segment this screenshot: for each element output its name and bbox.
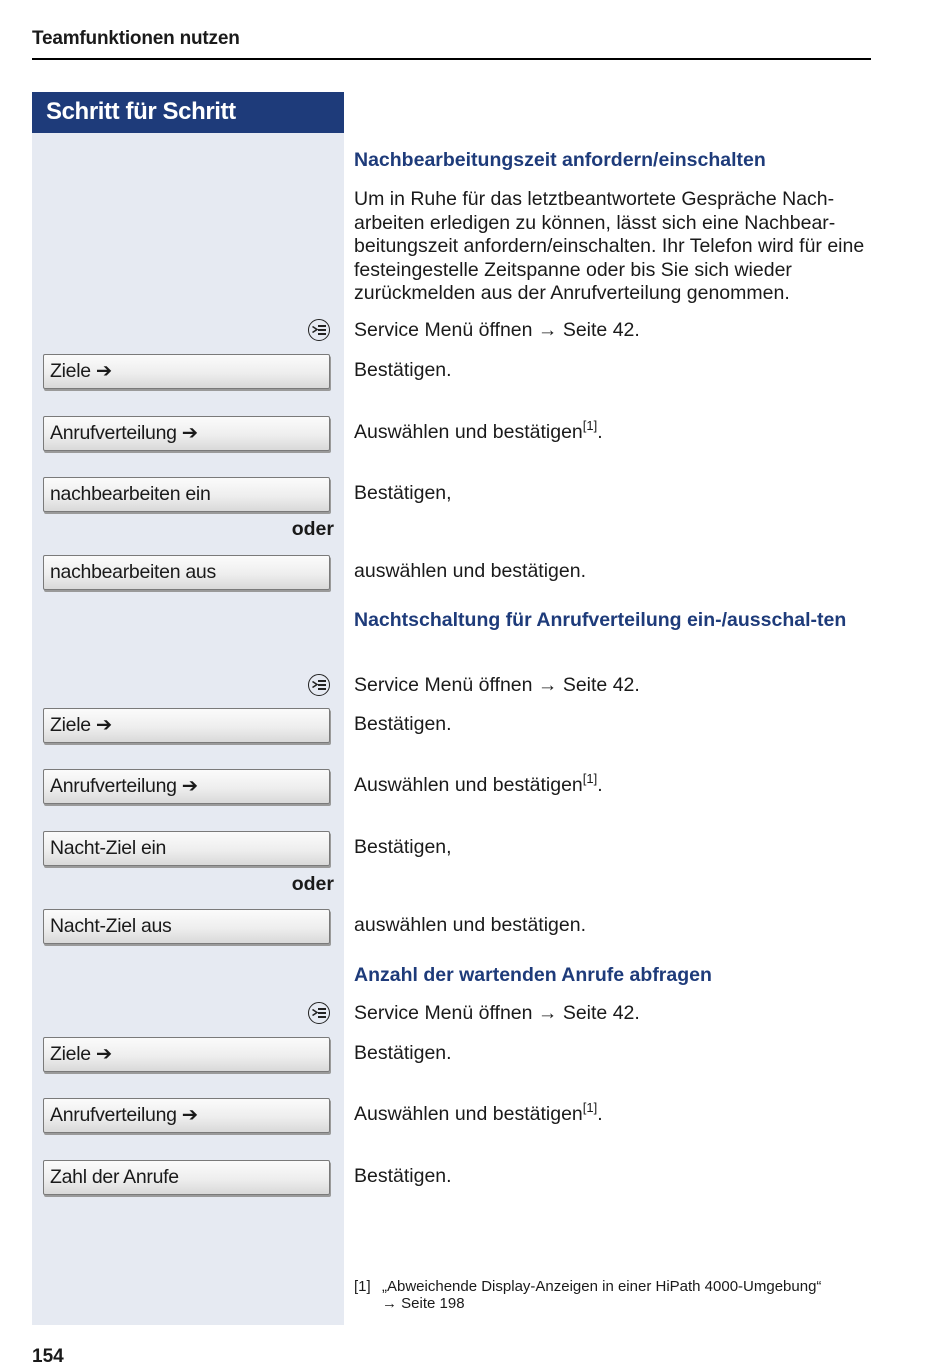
step-text bbox=[354, 773, 603, 797]
softkey-ziele-1[interactable]: Ziele ➔ bbox=[43, 354, 330, 389]
service-menu-icon bbox=[308, 1002, 330, 1024]
softkey-zahl-der-anrufe[interactable]: Zahl der Anrufe bbox=[43, 1160, 330, 1195]
step-text-part: Auswählen und bestätigen bbox=[354, 774, 583, 796]
softkey-nacht-ziel-aus[interactable]: Nacht-Ziel aus bbox=[43, 909, 330, 944]
header-rule bbox=[32, 58, 871, 60]
footnote-ref: [1] bbox=[582, 771, 598, 786]
softkey-anrufverteilung-2[interactable]: Anrufverteilung ➔ bbox=[43, 769, 330, 804]
section-heading-2: Nachtschaltung für Anrufverteilung ein-/ausschal-ten bbox=[354, 609, 847, 631]
footnote-ref: [1] bbox=[582, 1100, 598, 1115]
step-text-part: Auswählen und bestätigen bbox=[354, 1103, 583, 1125]
section-heading-3: Anzahl der wartenden Anrufe abfragen bbox=[354, 964, 712, 986]
service-menu-icon bbox=[308, 319, 330, 341]
oder-label: oder bbox=[291, 518, 334, 540]
step-text bbox=[354, 1102, 603, 1126]
header-title: Teamfunktionen nutzen bbox=[32, 28, 240, 49]
step-text: auswählen und bestätigen. bbox=[354, 914, 587, 936]
softkey-nachbearbeiten-aus[interactable]: nachbearbeiten aus bbox=[43, 555, 330, 590]
step-text: Bestätigen. bbox=[354, 713, 452, 735]
softkey-ziele-2[interactable]: Ziele ➔ bbox=[43, 708, 330, 743]
page-number: 154 bbox=[32, 1346, 64, 1367]
softkey-anrufverteilung-3[interactable]: Anrufverteilung ➔ bbox=[43, 1098, 330, 1133]
service-menu-text-1: Service Menü öffnen → Seite 42. bbox=[354, 319, 640, 341]
footnote-number: [1] bbox=[354, 1278, 371, 1295]
period: . bbox=[597, 1103, 603, 1125]
service-menu-icon bbox=[308, 674, 330, 696]
footnote-text: „Abweichende Display-Anzeigen in einer HiPath 4000-Umgebung“ bbox=[382, 1278, 822, 1295]
softkey-nacht-ziel-ein[interactable]: Nacht-Ziel ein bbox=[43, 831, 330, 866]
step-text bbox=[354, 420, 603, 444]
step-text: Bestätigen. bbox=[354, 1042, 452, 1064]
step-banner: Schritt für Schritt bbox=[32, 92, 344, 133]
step-text: Bestätigen. bbox=[354, 1165, 452, 1187]
service-menu-text-3: Service Menü öffnen → Seite 42. bbox=[354, 1002, 640, 1024]
step-text: Bestätigen. bbox=[354, 359, 452, 381]
step-text: auswählen und bestätigen. bbox=[354, 560, 587, 582]
section-heading-1: Nachbearbeitungszeit anfordern/einschalten bbox=[354, 149, 766, 171]
intro-paragraph: Um in Ruhe für das letztbeantwortete Gespräche Nach-arbeiten erledigen zu können, lässt sich eine Nachbear-beitungszeit anfordern/einschalten. Ihr Telefon wird für eine festeingestelle Zeitspanne oder bis Sie sich wieder zurückmelden aus der Anrufverteilung genommen. bbox=[354, 188, 865, 304]
period: . bbox=[597, 421, 603, 443]
step-text-part: Auswählen und bestätigen bbox=[354, 421, 583, 443]
step-text: Bestätigen, bbox=[354, 482, 452, 504]
softkey-ziele-3[interactable]: Ziele ➔ bbox=[43, 1037, 330, 1072]
footnote bbox=[354, 1278, 874, 1312]
service-menu-text-2: Service Menü öffnen → Seite 42. bbox=[354, 674, 640, 696]
footnote-page-ref[interactable]: → Seite 198 bbox=[382, 1295, 465, 1312]
oder-label: oder bbox=[291, 873, 334, 895]
footnote-ref: [1] bbox=[582, 418, 598, 433]
period: . bbox=[597, 774, 603, 796]
softkey-anrufverteilung-1[interactable]: Anrufverteilung ➔ bbox=[43, 416, 330, 451]
step-text: Bestätigen, bbox=[354, 836, 452, 858]
softkey-nachbearbeiten-ein[interactable]: nachbearbeiten ein bbox=[43, 477, 330, 512]
